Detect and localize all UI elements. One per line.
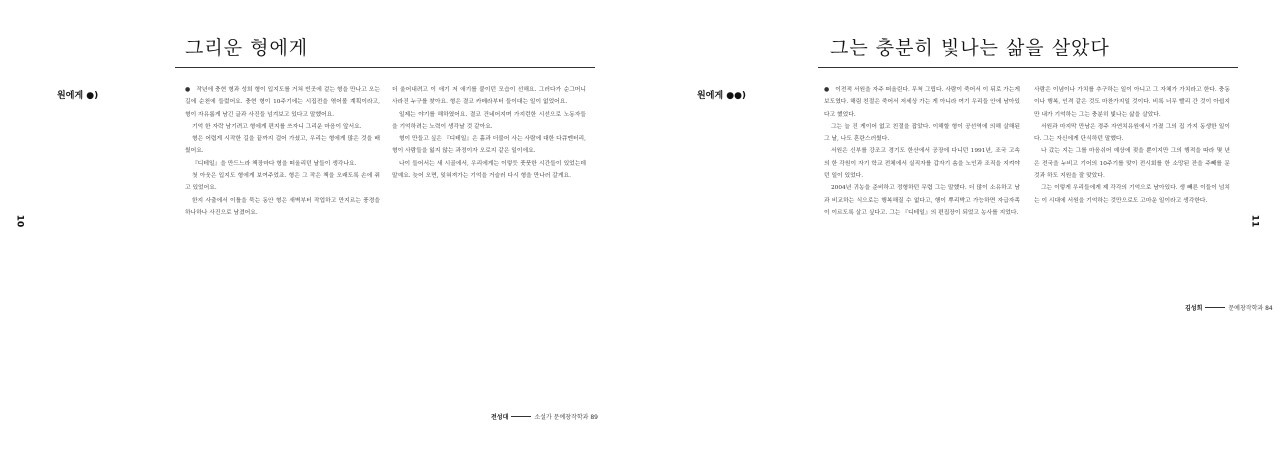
page-title: 그리운 형에게 [185, 37, 309, 59]
author-info: 문예창작학과 84 [1228, 305, 1273, 312]
section-label: 원에게 ●) [57, 91, 99, 101]
page-title: 그는 충분히 빛나는 삶을 살았다 [830, 37, 1110, 59]
paragraph: 일제는 야기를 해하였어요. 결코 건네어지며 가지런한 시선으로 노동자들을 기억하려는 노력이 생각날 것 같아요. [392, 111, 586, 130]
author-name: 전성대 [491, 414, 509, 421]
author-info: 소설가 문예창작학과 89 [534, 414, 599, 421]
text-column-1 [185, 84, 380, 424]
text-column-1 [824, 84, 1020, 454]
paragraph: ● 작년에 충현 형과 성희 형이 입지도를 거쳐 빈곳에 겉는 형을 만나고 오는 길에 순천에 들렀어요. 충현 형이 10주기에는 시집전을 엮어볼 계획이라고, 형이 자유롭게 남긴 글과 사진들 넘겨보고 있다고 말했어요. [185, 86, 380, 118]
paragraph: 나이 들어서는 새 시골에서, 우리에게는 이렇듯 풋풋한 시간들이 있었는데 말예요. 늦어 오면, 잊혀져가는 기억을 거슬러 다시 형을 만나러 갈게요. [392, 160, 586, 180]
paragraph: 기억 한 자락 남기려고 형에게 편지를 쓰자니 그리운 마음이 앞서요. [191, 123, 362, 130]
paragraph: 나 갔는 지는 그를 마음쉬어 예상에 젖을 뿐이지만 그의 행적을 따라 몇 년은 전국을 누비고 기어의 10주기를 맞이 전시회를 한 소망된 잔을 주빼를 문 것과 하도 지원을 잘 맞았다. [1034, 148, 1230, 180]
paragraph: 사람은 이념이나 가치를 추구하는 일이 아니고 그 자체가 가치라고 한다. 충동이나 행복, 인격 같은 것도 마찬가지일 것이다. 비록 너무 빨리 간 것이 아쉽지만 내가 기억하는 그는 충분히 빛나는 삶을 살았다. [1034, 87, 1230, 118]
title-divider [818, 67, 1238, 68]
paragraph: 그는 이렇게 우리들에게 제 각각의 기억으로 남아있다. 생 빼른 이들이 넘치는 이 시대에 서원을 기억하는 것만으로도 고마운 일이라고 생각한다. [1034, 185, 1230, 204]
right-page [640, 0, 1280, 457]
title-divider [175, 67, 595, 68]
paragraph: 서원과 마지막 만남은 경주 자연치유원에서 가졌 그의 집 가지 동생한 일이다. 그는 자신에게 단식하던 말했다. [1034, 123, 1230, 143]
paragraph: 그는 늘 진 게이어 없고 친절을 잡았다. 이해할 형이 공선역에 의해 살해된 그 날, 나도 혼란스러웠다. [824, 123, 1020, 143]
paragraph: 형은 어렵게 시작한 길을 끝까지 걸어 가셨고, 우리는 형에게 많은 것을 배웠어요. [185, 136, 380, 155]
paragraph: 형이 만들고 싶은 『디테일』은 흙과 더불어 사는 사람에 대한 다큐멘터리, 형이 사람들을 잃지 않는 과정이자 오로지 같은 일이에요. [392, 136, 586, 155]
section-label: 원에게 ●●) [697, 91, 747, 101]
signature-line [511, 416, 531, 417]
author-name: 김성희 [1185, 305, 1203, 312]
paragraph: ● 이전적 서원을 자주 떠올린다. 무척 그립다. 사람이 죽어서 이 뒤로 가는게 보도였다. 해림 친절은 죽어서 저세상 가는 게 아니라 여기 우리들 안에 남아있다고 했었다. [824, 86, 1020, 118]
bullet-icon: ● [185, 86, 191, 93]
paragraph: 『디테일』을 만드느라 책장마다 형을 떠올리던 날들이 생각나요. [191, 160, 357, 167]
page-number: 10 [14, 214, 25, 228]
text-column-2 [392, 84, 586, 414]
paragraph: 서원은 신부를 강조고 경기도 한산에서 공장에 다니던 1991년, 조국 고속의 한 각원이 자기 학교 전체에서 실직자를 갑자기 솜을 노인과 조직을 지켜야던 일이 있었다. [824, 148, 1020, 180]
paragraph: 한지 사출에서 이틀을 묵는 동안 형은 새벽부터 작업하고 만지르는 풍경을 하나하나 사진으로 남겼어요. [185, 197, 380, 216]
author-signature [1185, 303, 1273, 312]
text-column-2 [1034, 84, 1230, 299]
bullet-icon: ● [824, 86, 830, 93]
author-signature [491, 412, 598, 421]
page-number: 11 [1249, 214, 1260, 228]
paragraph: 첫 아웃은 입지도 형에게 보여주었죠. 형은 그 작은 책을 오래도록 손에 쥐고 있었어요. [185, 173, 380, 192]
signature-line [1205, 307, 1225, 308]
paragraph: 더 울어내려고 이 애기 저 애기를 붙이던 모습이 선해요. 그러다가 순그머니 사라진 누구를 찾아요. 형은 결코 카메라부터 들이대는 일이 없었어요. [392, 87, 586, 106]
paragraph: 2004년 귀농을 준비하고 정형하던 무렵 그는 말했다. 더 많이 소유하고 남과 비교하는 식으로는 행복해질 수 없다고, 행이 뿌리박고 가능하면 자급자족이 이르도록 살고 싶다고. 그는 『디테일』의 편집장이 되었고 농사를 지었다. [824, 185, 1020, 216]
